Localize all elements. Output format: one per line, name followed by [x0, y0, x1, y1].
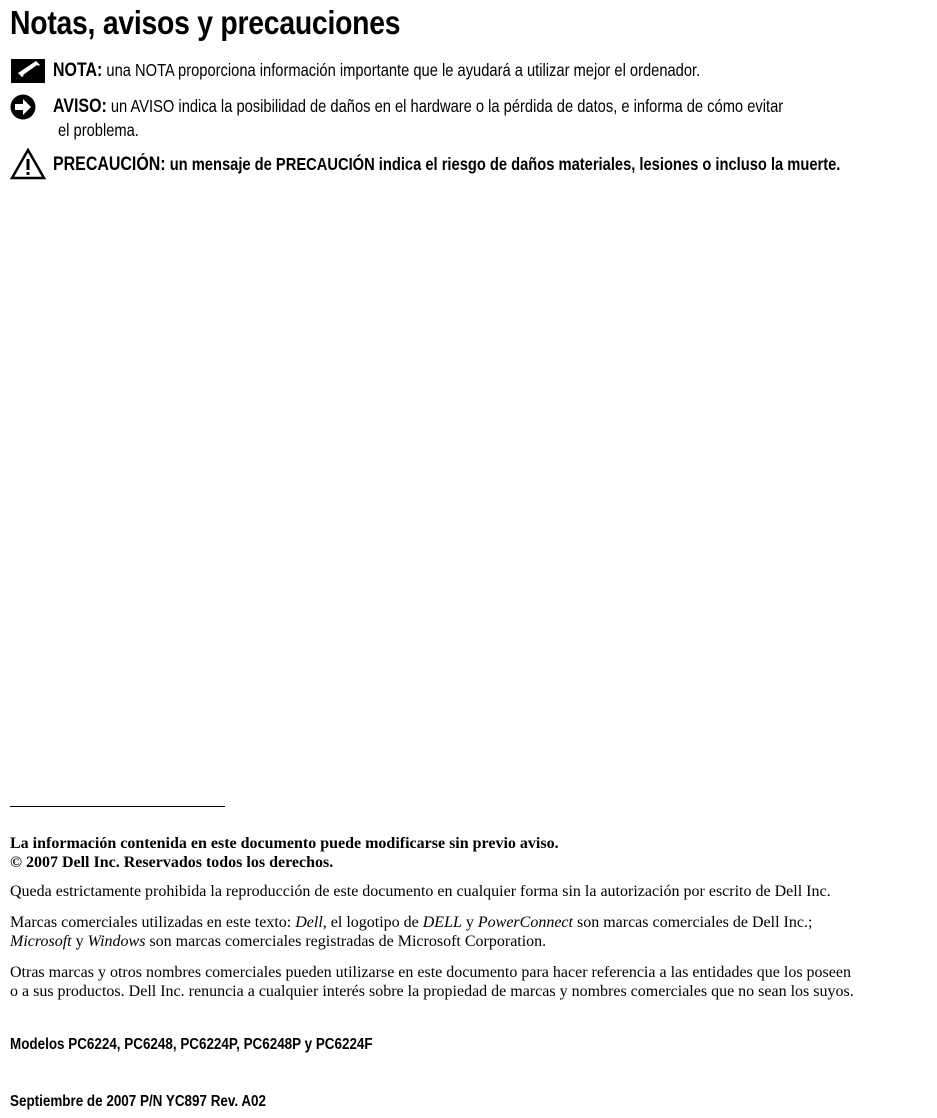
trademark-dell-logo: DELL: [422, 914, 462, 931]
trademarks-line1: [10, 913, 812, 932]
caution-label: PRECAUCIÓN:: [53, 154, 166, 175]
note-body: una NOTA proporciona información importante que le ayudará a utilizar mejor el ordenador.: [102, 60, 701, 80]
trademark-dell: Dell: [295, 914, 323, 931]
caution-body: un mensaje de PRECAUCIÓN indica el riesgo de daños materiales, lesiones o incluso la muerte.: [165, 154, 841, 174]
copyright-line: © 2007 Dell Inc. Reservados todos los derechos.: [10, 854, 334, 871]
note-label: NOTA:: [53, 60, 103, 81]
aviso-text-line1: [53, 94, 783, 119]
trademarks-text: , el logotipo de: [322, 914, 423, 931]
reproduction-notice: Queda estrictamente prohibida la reproducción de este documento en cualquier forma sin la autorización por escrito de Dell Inc.: [10, 883, 831, 900]
other-trademarks-line2: o a sus productos. Dell Inc. renuncia a cualquier interés sobre la propiedad de marcas y nombres comerciales que no sean los suyos.: [10, 983, 854, 1000]
date-part-number: Septiembre de 2007 P/N YC897 Rev. A02: [10, 1093, 266, 1110]
aviso-label: AVISO:: [53, 96, 107, 117]
trademark-windows: Windows: [87, 933, 146, 950]
pencil-note-icon: [10, 58, 46, 90]
trademark-powerconnect: PowerConnect: [477, 914, 573, 931]
other-trademarks-line1: Otras marcas y otros nombres comerciales pueden utilizarse en este documento para hacer referencia a las entidades que los poseen: [10, 964, 851, 981]
footnote-divider: [10, 806, 225, 807]
arrow-circle-icon: [10, 94, 36, 126]
page-title: Notas, avisos y precauciones: [10, 4, 401, 41]
trademarks-text: son marcas comerciales registradas de Microsoft Corporation.: [145, 933, 547, 950]
trademarks-text: y: [71, 933, 88, 950]
trademarks-text: son marcas comerciales de Dell Inc.;: [572, 914, 813, 931]
warning-triangle-icon: [10, 148, 46, 186]
note-text: [53, 58, 700, 83]
aviso-body: un AVISO indica la posibilidad de daños en el hardware o la pérdida de datos, e informa de cómo evitar: [106, 96, 784, 116]
trademarks-text: Marcas comerciales utilizadas en este texto:: [10, 914, 296, 931]
trademark-microsoft: Microsoft: [10, 933, 72, 950]
aviso-text-line2: el problema.: [58, 120, 139, 140]
caution-text: [53, 152, 840, 177]
trademarks-text: y: [461, 914, 478, 931]
change-notice: La información contenida en este documento puede modificarse sin previo aviso.: [10, 835, 559, 852]
models-line: Modelos PC6224, PC6248, PC6224P, PC6248P y PC6224F: [10, 1036, 373, 1053]
trademarks-line2: [10, 932, 546, 951]
